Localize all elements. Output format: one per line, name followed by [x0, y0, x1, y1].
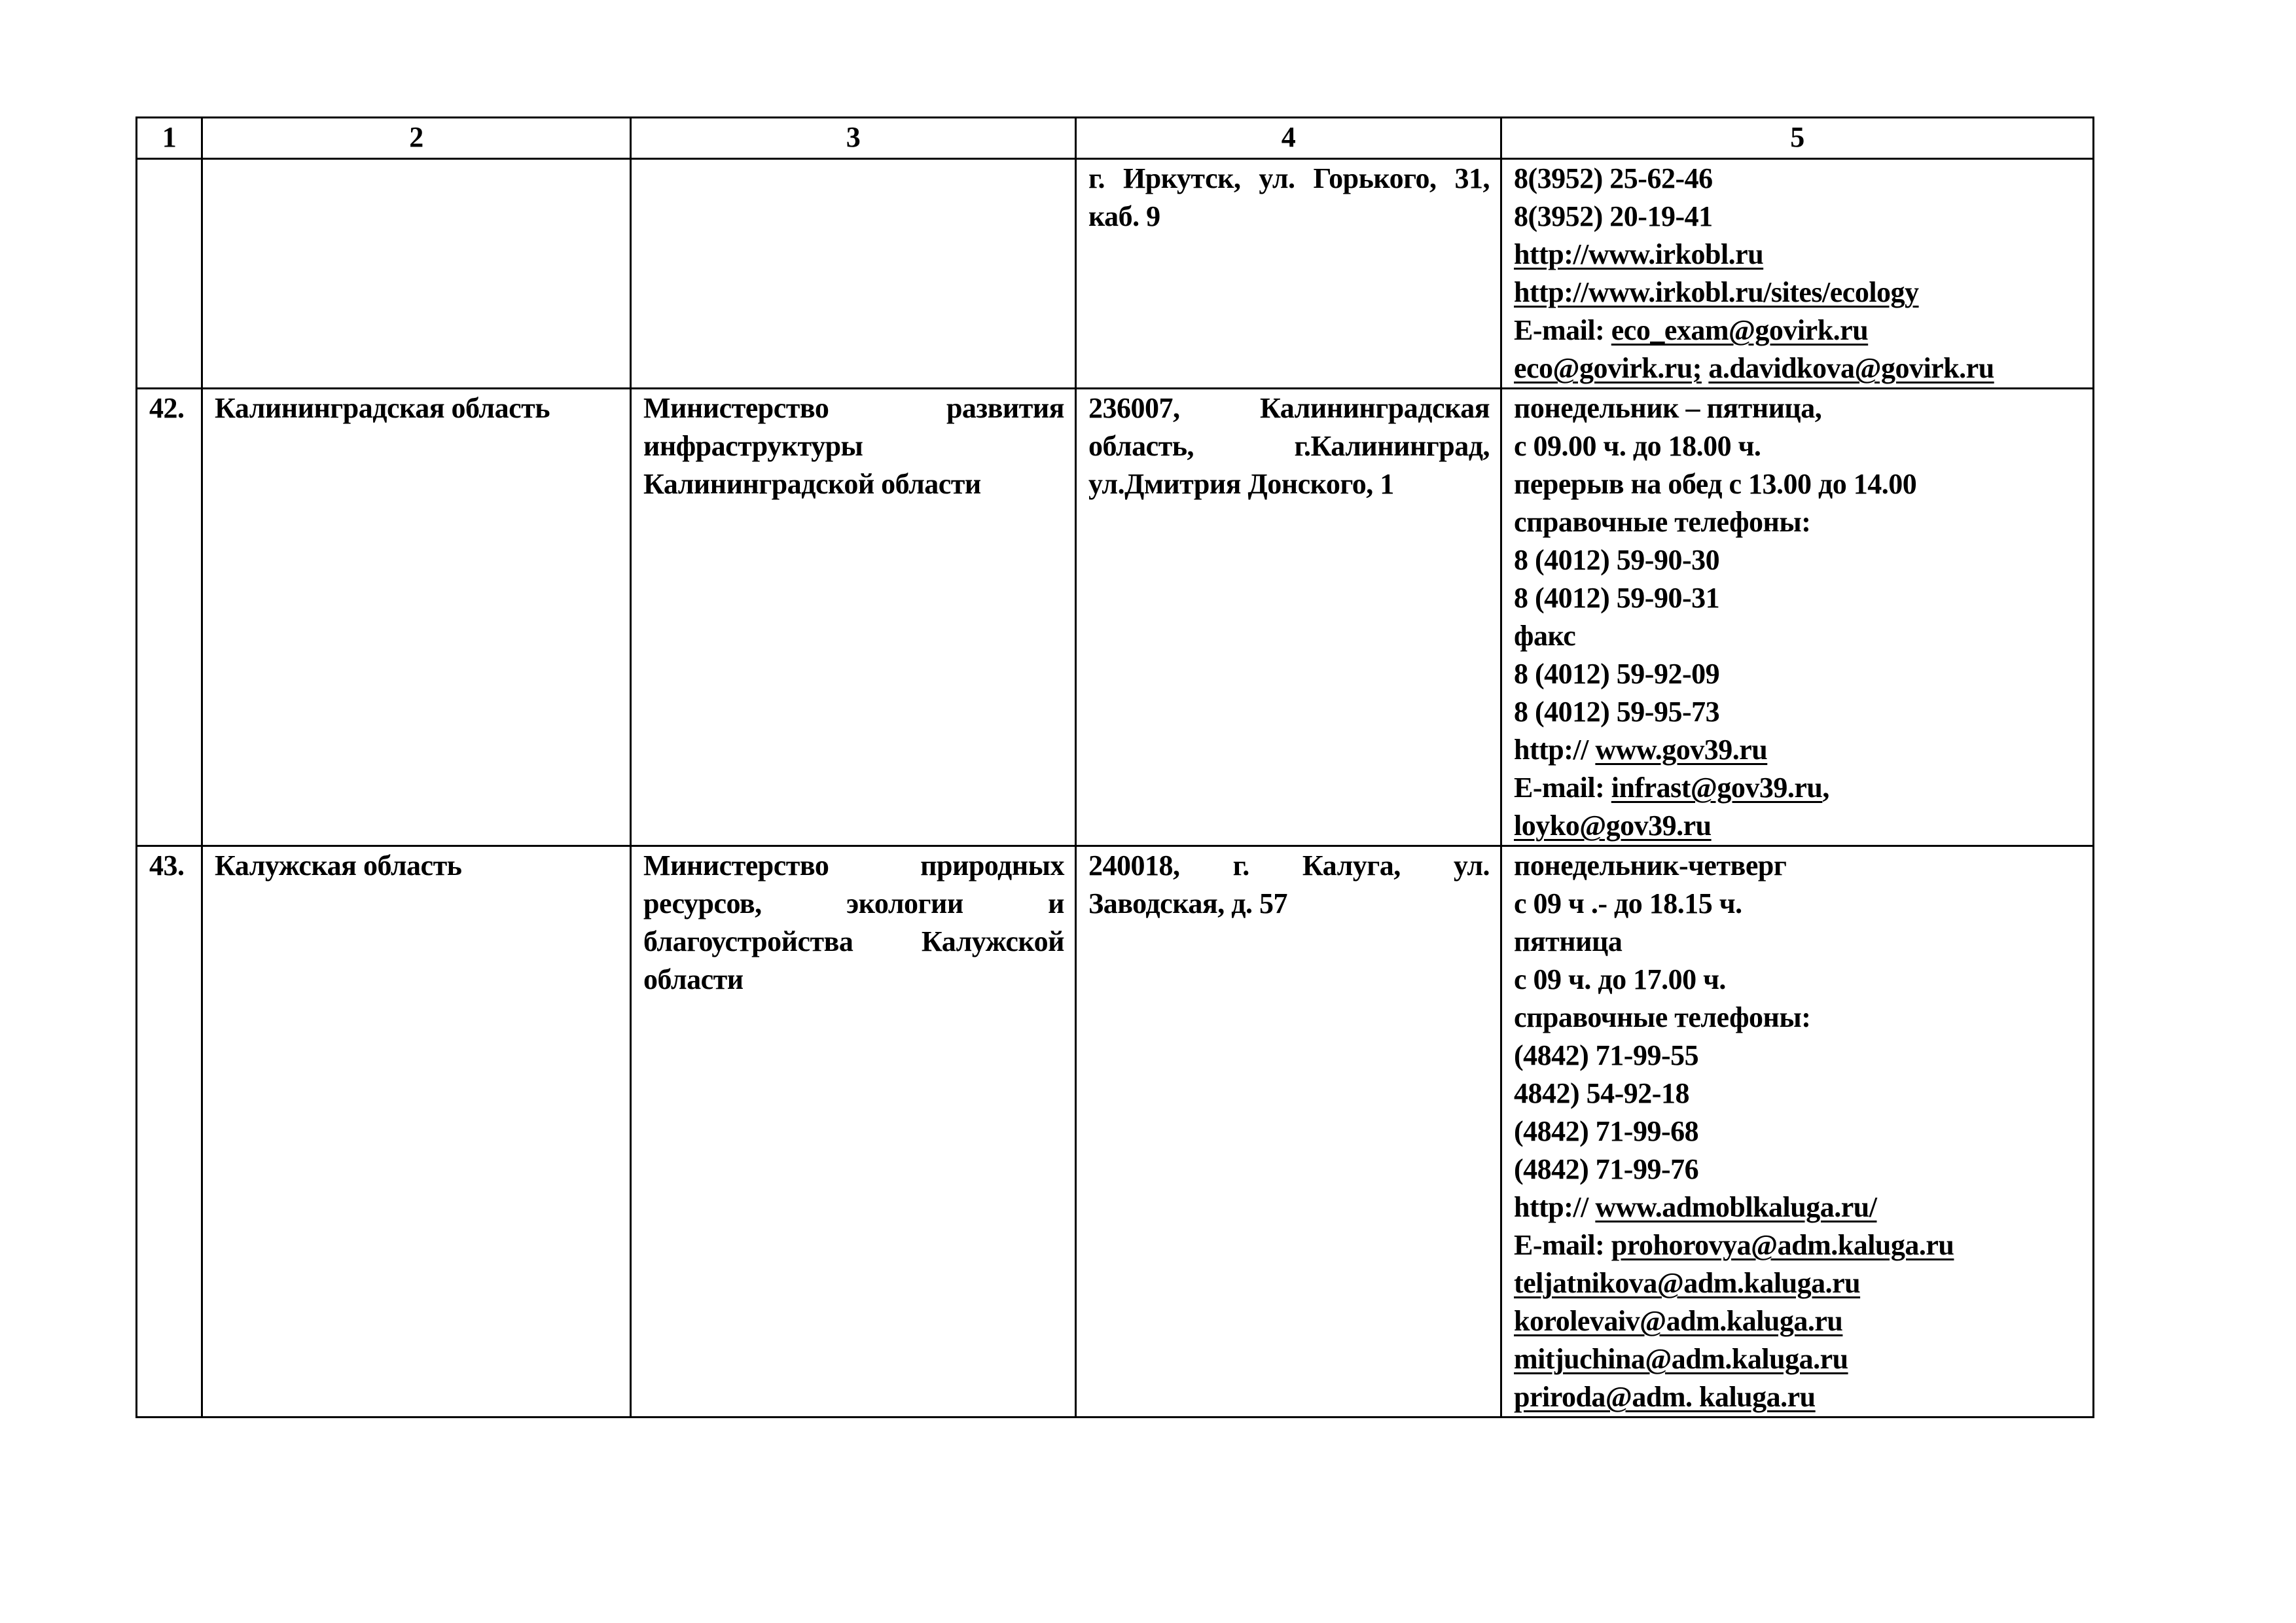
column-number-4: 4 — [1076, 118, 1501, 159]
url-label: http:// — [1514, 734, 1596, 766]
website-link[interactable]: http://www.irkobl.ru — [1514, 238, 1764, 270]
website-link[interactable]: www.admoblkaluga.ru/ — [1595, 1191, 1877, 1223]
schedule-line: с 09 ч. до 17.00 ч. — [1514, 963, 1726, 995]
schedule-line: перерыв на обед с 13.00 до 14.00 — [1514, 468, 1917, 500]
schedule-line: понедельник – пятница, — [1514, 392, 1822, 424]
fax-heading: факс — [1514, 620, 1576, 652]
separator: , — [1822, 772, 1829, 804]
fax-line: 8 (4012) 59-92-09 — [1514, 658, 1720, 690]
address-cell: г. Иркутск, ул. Горького, 31, каб. 9 — [1076, 159, 1501, 389]
phone-line: (4842) 71-99-76 — [1514, 1153, 1699, 1185]
authorities-table — [135, 116, 2094, 1418]
separator — [1702, 352, 1709, 384]
column-number-row — [137, 118, 2094, 159]
region-cell: Калининградская область — [202, 389, 631, 846]
phone-line: 8(3952) 25-62-46 — [1514, 162, 1713, 194]
schedule-line: с 09.00 ч. до 18.00 ч. — [1514, 430, 1761, 462]
authority-cell — [631, 159, 1076, 389]
document-page — [135, 116, 2092, 1418]
email-link[interactable]: infrast@gov39.ru — [1611, 772, 1823, 804]
column-number-5: 5 — [1501, 118, 2094, 159]
address-cell: 236007, Калининградская область, г.Калининград, ул.Дмитрия Донского, 1 — [1076, 389, 1501, 846]
column-number-3: 3 — [631, 118, 1076, 159]
email-label: E-mail: — [1514, 314, 1611, 346]
phones-heading: справочные телефоны: — [1514, 1001, 1811, 1033]
email-link[interactable]: prohorovya@adm.kaluga.ru — [1611, 1229, 1954, 1261]
website-link[interactable]: www.gov39.ru — [1595, 734, 1768, 766]
url-label: http:// — [1514, 1191, 1596, 1223]
phone-line: 4842) 54-92-18 — [1514, 1077, 1689, 1109]
phone-line: (4842) 71-99-55 — [1514, 1039, 1699, 1071]
email-label: E-mail: — [1514, 772, 1611, 804]
website-link[interactable]: http://www.irkobl.ru/sites/ecology — [1514, 276, 1919, 308]
email-link[interactable]: eco_exam@govirk.ru — [1611, 314, 1869, 346]
table-row-43 — [137, 846, 2094, 1418]
phone-line: 8 (4012) 59-90-31 — [1514, 582, 1720, 614]
region-cell — [202, 159, 631, 389]
email-link[interactable]: eco@govirk.ru; — [1514, 352, 1702, 384]
email-link[interactable]: loyko@gov39.ru — [1514, 810, 1712, 842]
email-label: E-mail: — [1514, 1229, 1611, 1261]
authority-cell: Министерство развития инфраструктуры Калининградской области — [631, 389, 1076, 846]
phone-line: 8 (4012) 59-90-30 — [1514, 544, 1720, 576]
email-link[interactable]: a.davidkova@govirk.ru — [1708, 352, 1994, 384]
schedule-line: пятница — [1514, 925, 1623, 957]
contacts-cell — [1501, 846, 2094, 1418]
column-number-2: 2 — [202, 118, 631, 159]
column-number-1: 1 — [137, 118, 202, 159]
region-cell: Калужская область — [202, 846, 631, 1418]
email-link[interactable]: mitjuchina@adm.kaluga.ru — [1514, 1343, 1848, 1375]
email-link[interactable]: korolevaiv@adm.kaluga.ru — [1514, 1305, 1843, 1337]
contacts-cell — [1501, 159, 2094, 389]
phones-heading: справочные телефоны: — [1514, 506, 1811, 538]
table-row-42 — [137, 389, 2094, 846]
row-number: 43. — [137, 846, 202, 1418]
schedule-line: с 09 ч .- до 18.15 ч. — [1514, 887, 1742, 919]
email-link[interactable]: teljatnikova@adm.kaluga.ru — [1514, 1267, 1861, 1299]
authority-cell: Министерство природных ресурсов, экологии и благоустройства Калужской области — [631, 846, 1076, 1418]
phone-line: (4842) 71-99-68 — [1514, 1115, 1699, 1147]
num-cell — [137, 159, 202, 389]
fax-line: 8 (4012) 59-95-73 — [1514, 696, 1720, 728]
phone-line: 8(3952) 20-19-41 — [1514, 200, 1713, 232]
row-number: 42. — [137, 389, 202, 846]
table-row-continuation — [137, 159, 2094, 389]
schedule-line: понедельник-четверг — [1514, 849, 1787, 882]
contacts-cell — [1501, 389, 2094, 846]
address-cell: 240018, г. Калуга, ул. Заводская, д. 57 — [1076, 846, 1501, 1418]
email-link[interactable]: priroda@adm. kaluga.ru — [1514, 1381, 1816, 1413]
